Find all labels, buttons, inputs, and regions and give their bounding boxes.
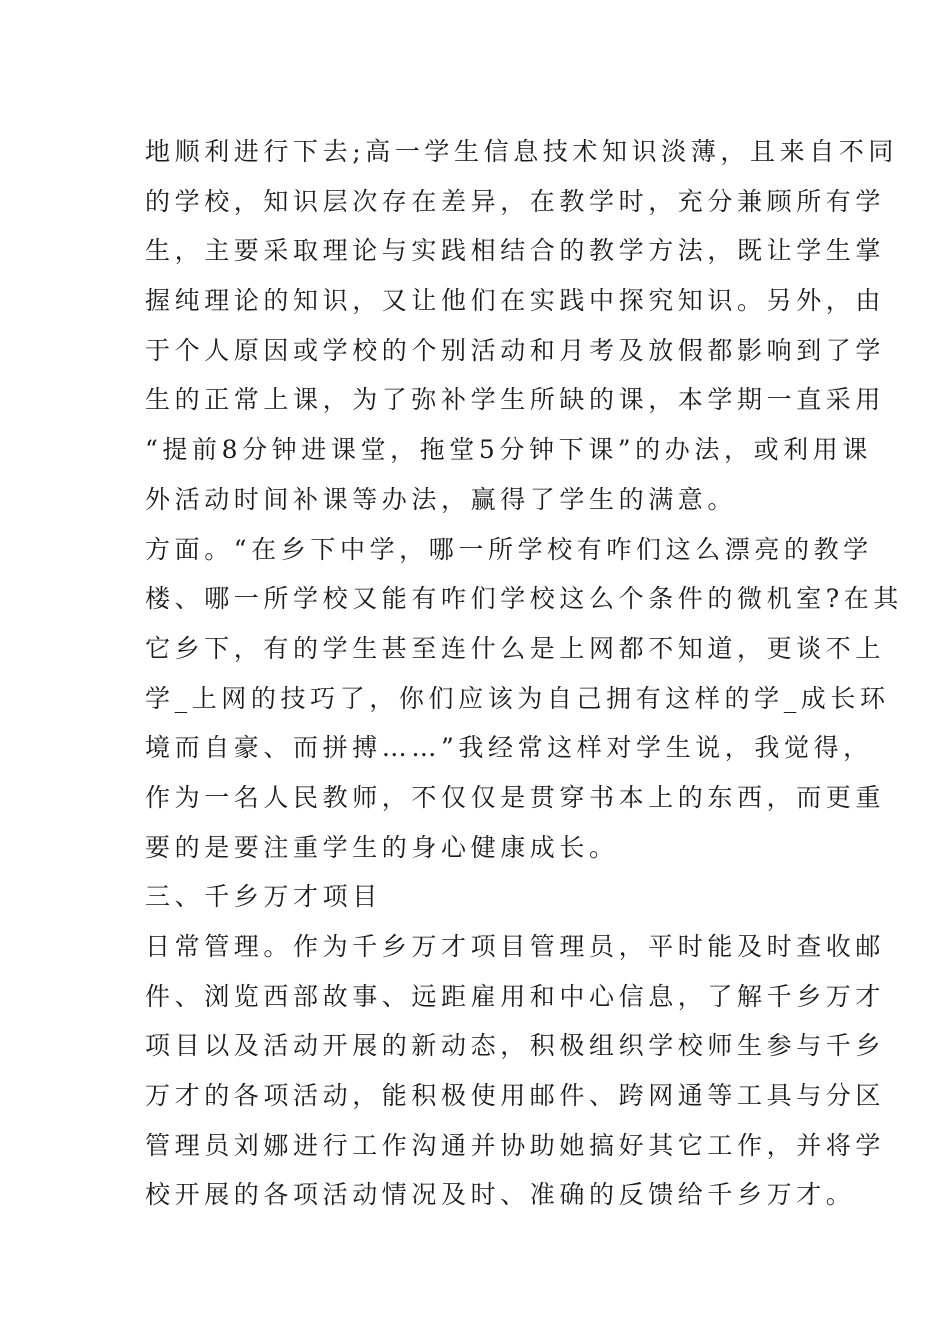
text-line: 生，主要采取理论与实践相结合的教学方法，既让学生掌 (145, 236, 886, 266)
section-title: 三、千乡万才项目 (145, 882, 382, 912)
text-line: 握纯理论的知识，又让他们在实践中探究知识。另外，由 (145, 286, 886, 316)
text-line: 作为一名人民教师，不仅仅是贯穿书本上的东西，而更重 (145, 782, 886, 812)
text-line: 的学校，知识层次存在差异，在教学时，充分兼顾所有学 (145, 186, 886, 216)
text-line: 学_上网的技巧了，你们应该为自己拥有这样的学_成长环 (145, 683, 890, 713)
section-heading (145, 872, 810, 922)
text-line: 楼、哪一所学校又能有咋们学校这么个条件的微机室?在其 (145, 584, 904, 614)
text-line: 校开展的各项活动情况及时、准确的反馈给千乡万才。 (145, 1180, 856, 1210)
text-line: 项目以及活动开展的新动态，积极组织学校师生参与千乡 (145, 1031, 886, 1061)
paragraph-teaching (145, 127, 899, 525)
text-line: 境而自豪、而拼搏……”我经常这样对学生说，我觉得， (145, 733, 873, 763)
paragraph-education (145, 525, 904, 873)
paragraph-management (145, 922, 886, 1220)
text-line: 件、浏览西部故事、远距雇用和中心信息，了解千乡万才 (145, 981, 886, 1011)
document-body (145, 127, 904, 1220)
text-line: 日常管理。作为千乡万才项目管理员，平时能及时查收邮 (145, 932, 886, 961)
text-line: 管理员刘娜进行工作沟通并协助她搞好其它工作，并将学 (145, 1130, 886, 1160)
text-line: 万才的各项活动，能积极使用邮件、跨网通等工具与分区 (145, 1081, 886, 1111)
text-line: 生的正常上课，为了弥补学生所缺的课，本学期一直采用 (145, 385, 886, 415)
text-line: 它乡下，有的学生甚至连什么是上网都不知道，更谈不上 (145, 633, 886, 663)
text-line: 于个人原因或学校的个别活动和月考及放假都影响到了学 (145, 335, 886, 365)
text-line: 要的是要注重学生的身心健康成长。 (145, 832, 619, 862)
text-line: 地顺利进行下去;高一学生信息技术知识淡薄，且来自不同 (145, 137, 899, 166)
text-line: “提前8分钟进课堂，拖堂5分钟下课”的办法，或利用课 (145, 435, 872, 465)
text-line: 方面。“在乡下中学，哪一所学校有咋们这么漂亮的教学 (145, 534, 873, 564)
text-line: 外活动时间补课等办法，赢得了学生的满意。 (145, 484, 738, 514)
